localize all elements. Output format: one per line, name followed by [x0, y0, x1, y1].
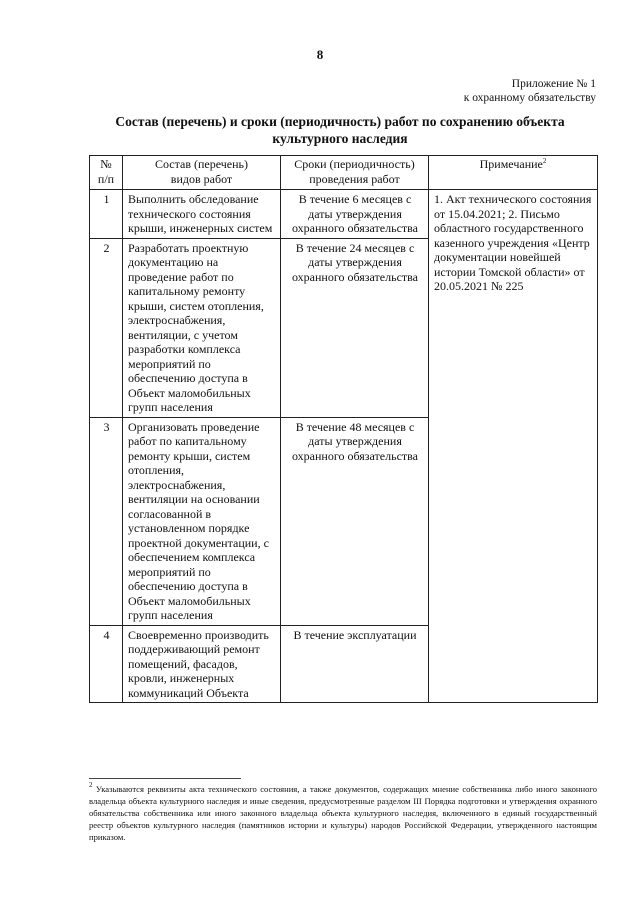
row-work: Организовать проведение работ по капитальному ремонту крыши, систем отопления, электроснабжения, вентиляции на основании согласованной в установленном порядке проектной документации, с обеспечением комплекса мероприятий по обеспечению доступа в Объект маломобильных групп населения	[123, 417, 281, 625]
row-term: В течение 24 месяцев с даты утверждения охранного обязательства	[281, 238, 429, 417]
footnote-text: Указываются реквизиты акта технического состояния, а также документов, содержащих мнение собственника либо иного законного владельца объекта культурного наследия и иные сведения, предусмотренные разделом III Порядка подготовки и утверждения охранного обязательства собственника или иного законного владельца объекта культурного наследия, включенного в единый государственный реестр объектов культурного наследия (памятников истории и культуры) народов Российской Федерации, утвержденного настоящим приказом.	[89, 784, 597, 842]
header-note	[429, 156, 598, 190]
header-note-label: Примечание	[479, 157, 543, 171]
row-number: 1	[90, 190, 123, 239]
header-term	[281, 156, 429, 190]
document-title: Состав (перечень) и сроки (периодичность) работ по сохранению объекта культурного наследия	[115, 114, 565, 146]
footnote-marker: 2	[89, 781, 93, 789]
page-number: 8	[316, 47, 324, 62]
footnote	[89, 783, 597, 843]
row-number: 2	[90, 238, 123, 417]
header-note-footnote-marker: 2	[542, 157, 547, 165]
header-work-line-2: видов работ	[170, 171, 233, 186]
header-number	[90, 156, 123, 190]
row-number: 3	[90, 417, 123, 625]
works-table	[89, 155, 598, 703]
row-term: В течение 6 месяцев с даты утверждения охранного обязательства	[281, 190, 429, 239]
appendix-line-1: Приложение № 1	[511, 78, 596, 90]
header-term-line-2: проведения работ	[309, 171, 400, 186]
row-term: В течение эксплуатации	[281, 625, 429, 703]
row-term: В течение 48 месяцев с даты утверждения охранного обязательства	[281, 417, 429, 625]
header-number-line-2: п/п	[97, 171, 115, 186]
row-work: Выполнить обследование технического состояния крыши, инженерных систем	[123, 190, 281, 239]
appendix-reference	[464, 77, 596, 105]
appendix-line-2: к охранному обязательству	[463, 92, 596, 104]
header-work	[123, 156, 281, 190]
row-note: 1. Акт технического состояния от 15.04.2021; 2. Письмо областного государственного казенного учреждения «Центр документации новейшей истории Томской области» от 20.05.2021 № 225	[429, 190, 598, 703]
row-work: Своевременно производить поддерживающий ремонт помещений, фасадов, кровли, инженерных коммуникаций Объекта	[123, 625, 281, 703]
header-term-line-1: Сроки (периодичность)	[294, 157, 415, 171]
header-work-line-1: Состав (перечень)	[154, 157, 249, 171]
header-number-line-1: №	[100, 157, 112, 171]
row-number: 4	[90, 625, 123, 703]
row-work: Разработать проектную документацию на проведение работ по капитальному ремонту крыши, систем отопления, электроснабжения, вентиляции, с учетом разработки комплекса мероприятий по обеспечению доступа в Объект маломобильных групп населения	[123, 238, 281, 417]
table-header-row	[90, 156, 598, 190]
footnote-separator	[89, 778, 241, 779]
table-row	[90, 190, 598, 239]
